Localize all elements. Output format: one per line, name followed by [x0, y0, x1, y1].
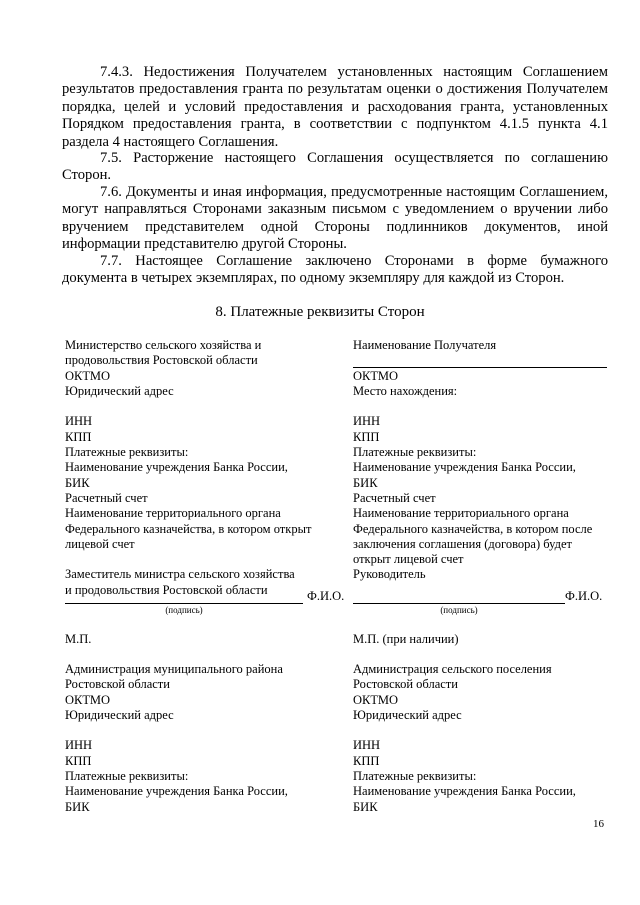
ministry-tofk-line3: лицевой счет [65, 536, 135, 551]
ministry-details [65, 338, 311, 598]
recipient-tofk-line2: Федерального казначейства, в котором после [353, 521, 593, 536]
ministry-kpp: КПП [65, 429, 92, 444]
ministry-signature-line [65, 589, 344, 604]
recipient-tofk-line3: заключения соглашения (договора) будет [353, 536, 572, 551]
ministry-tofk-line2: Федерального казначейства, в котором открыт [65, 521, 312, 536]
ministry-tofk-line1: Наименование территориального органа [65, 506, 281, 521]
clause-7-5: 7.5. Расторжение настоящего Соглашения осуществляется по соглашению Сторон. [62, 150, 608, 184]
recipient-signature-line [353, 589, 602, 604]
settlement-bank: Наименование учреждения Банка России, [353, 784, 576, 799]
recipient-mp: М.П. (при наличии) [353, 632, 459, 646]
recipient-name-underline [353, 367, 607, 368]
recipient-tofk-line1: Наименование территориального органа [353, 506, 569, 521]
clause-7-4-3: 7.4.3. Недостижения Получателем установленных настоящим Соглашением результатов предоставления гранта по результатам оценки о достижения Получателем порядка, целей и условий предоставления и расходования гранта, установленных Порядком предоставления гранта, в соответствии с подпунктом 4.1.5 пункта 4.1 раздела 4 настоящего Соглашения. [62, 64, 608, 150]
recipient-oktmo: ОКТМО [353, 368, 398, 383]
ministry-oktmo: ОКТМО [65, 368, 110, 383]
ministry-name-line2: продовольствия Ростовской области [65, 353, 258, 368]
ministry-bank: Наименование учреждения Банка России, [65, 460, 288, 475]
recipient-seal [353, 632, 459, 647]
recipient-address: Место нахождения: [353, 383, 458, 398]
district-payment: Платежные реквизиты: [65, 769, 189, 784]
clause-7-6: 7.6. Документы и иная информация, предусмотренные настоящим Соглашением, могут направляться Сторонами заказным письмом с уведомлением о вручении либо вручением представителем одной Стороны подлинников документов, иной информации представителю другой Стороны. [62, 184, 608, 253]
ministry-address: Юридический адрес [65, 383, 174, 398]
district-details [65, 662, 288, 815]
recipient-bik: БИК [353, 475, 378, 490]
recipient-bank: Наименование учреждения Банка России, [353, 460, 576, 475]
ministry-fio: Ф.И.О. [307, 589, 345, 603]
page-number: 16 [593, 818, 604, 830]
recipient-signer: Руководитель [353, 567, 426, 582]
settlement-address: Юридический адрес [353, 707, 462, 722]
ministry-payment: Платежные реквизиты: [65, 445, 189, 460]
district-bik: БИК [65, 799, 90, 814]
settlement-kpp: КПП [353, 753, 380, 768]
ministry-bik: БИК [65, 475, 90, 490]
ministry-inn: ИНН [65, 414, 93, 429]
recipient-details [353, 338, 592, 583]
recipient-kpp: КПП [353, 429, 380, 444]
settlement-inn: ИНН [353, 738, 381, 753]
recipient-payment: Платежные реквизиты: [353, 445, 477, 460]
recipient-inn: ИНН [353, 414, 381, 429]
settlement-bik: БИК [353, 799, 378, 814]
recipient-fio: Ф.И.О. [565, 589, 603, 603]
district-oktmo: ОКТМО [65, 692, 110, 707]
ministry-seal [65, 632, 91, 647]
settlement-details [353, 662, 576, 815]
signature-blank [65, 591, 303, 604]
ministry-account: Расчетный счет [65, 490, 148, 505]
ministry-mp: М.П. [65, 632, 92, 646]
clause-7-7: 7.7. Настоящее Соглашение заключено Сторонами в форме бумажного документа в четырех экземплярах, по одному экземпляру для каждой из Сторон. [62, 253, 608, 287]
recipient-signature-caption: (подпись) [440, 605, 478, 615]
district-kpp: КПП [65, 753, 92, 768]
ministry-signer-line2: и продовольствия Ростовской области [65, 582, 268, 597]
district-name-line1: Администрация муниципального района [65, 662, 283, 676]
recipient-tofk-line4: открыт лицевой счет [353, 552, 464, 567]
recipient-name: Наименование Получателя [353, 338, 497, 352]
ministry-name-line1: Министерство сельского хозяйства и [65, 338, 262, 352]
section-title: 8. Платежные реквизиты Сторон [215, 304, 425, 320]
ministry-signature-caption: (подпись) [165, 605, 203, 615]
settlement-payment: Платежные реквизиты: [353, 769, 477, 784]
district-bank: Наименование учреждения Банка России, [65, 784, 288, 799]
settlement-name-line2: Ростовской области [353, 677, 458, 692]
settlement-oktmo: ОКТМО [353, 692, 398, 707]
settlement-name-line1: Администрация сельского поселения [353, 662, 552, 676]
signature-blank [353, 591, 565, 604]
district-address: Юридический адрес [65, 707, 174, 722]
district-inn: ИНН [65, 738, 93, 753]
district-name-line2: Ростовской области [65, 677, 170, 692]
recipient-account: Расчетный счет [353, 490, 436, 505]
ministry-signer-line1: Заместитель министра сельского хозяйства [65, 567, 295, 582]
